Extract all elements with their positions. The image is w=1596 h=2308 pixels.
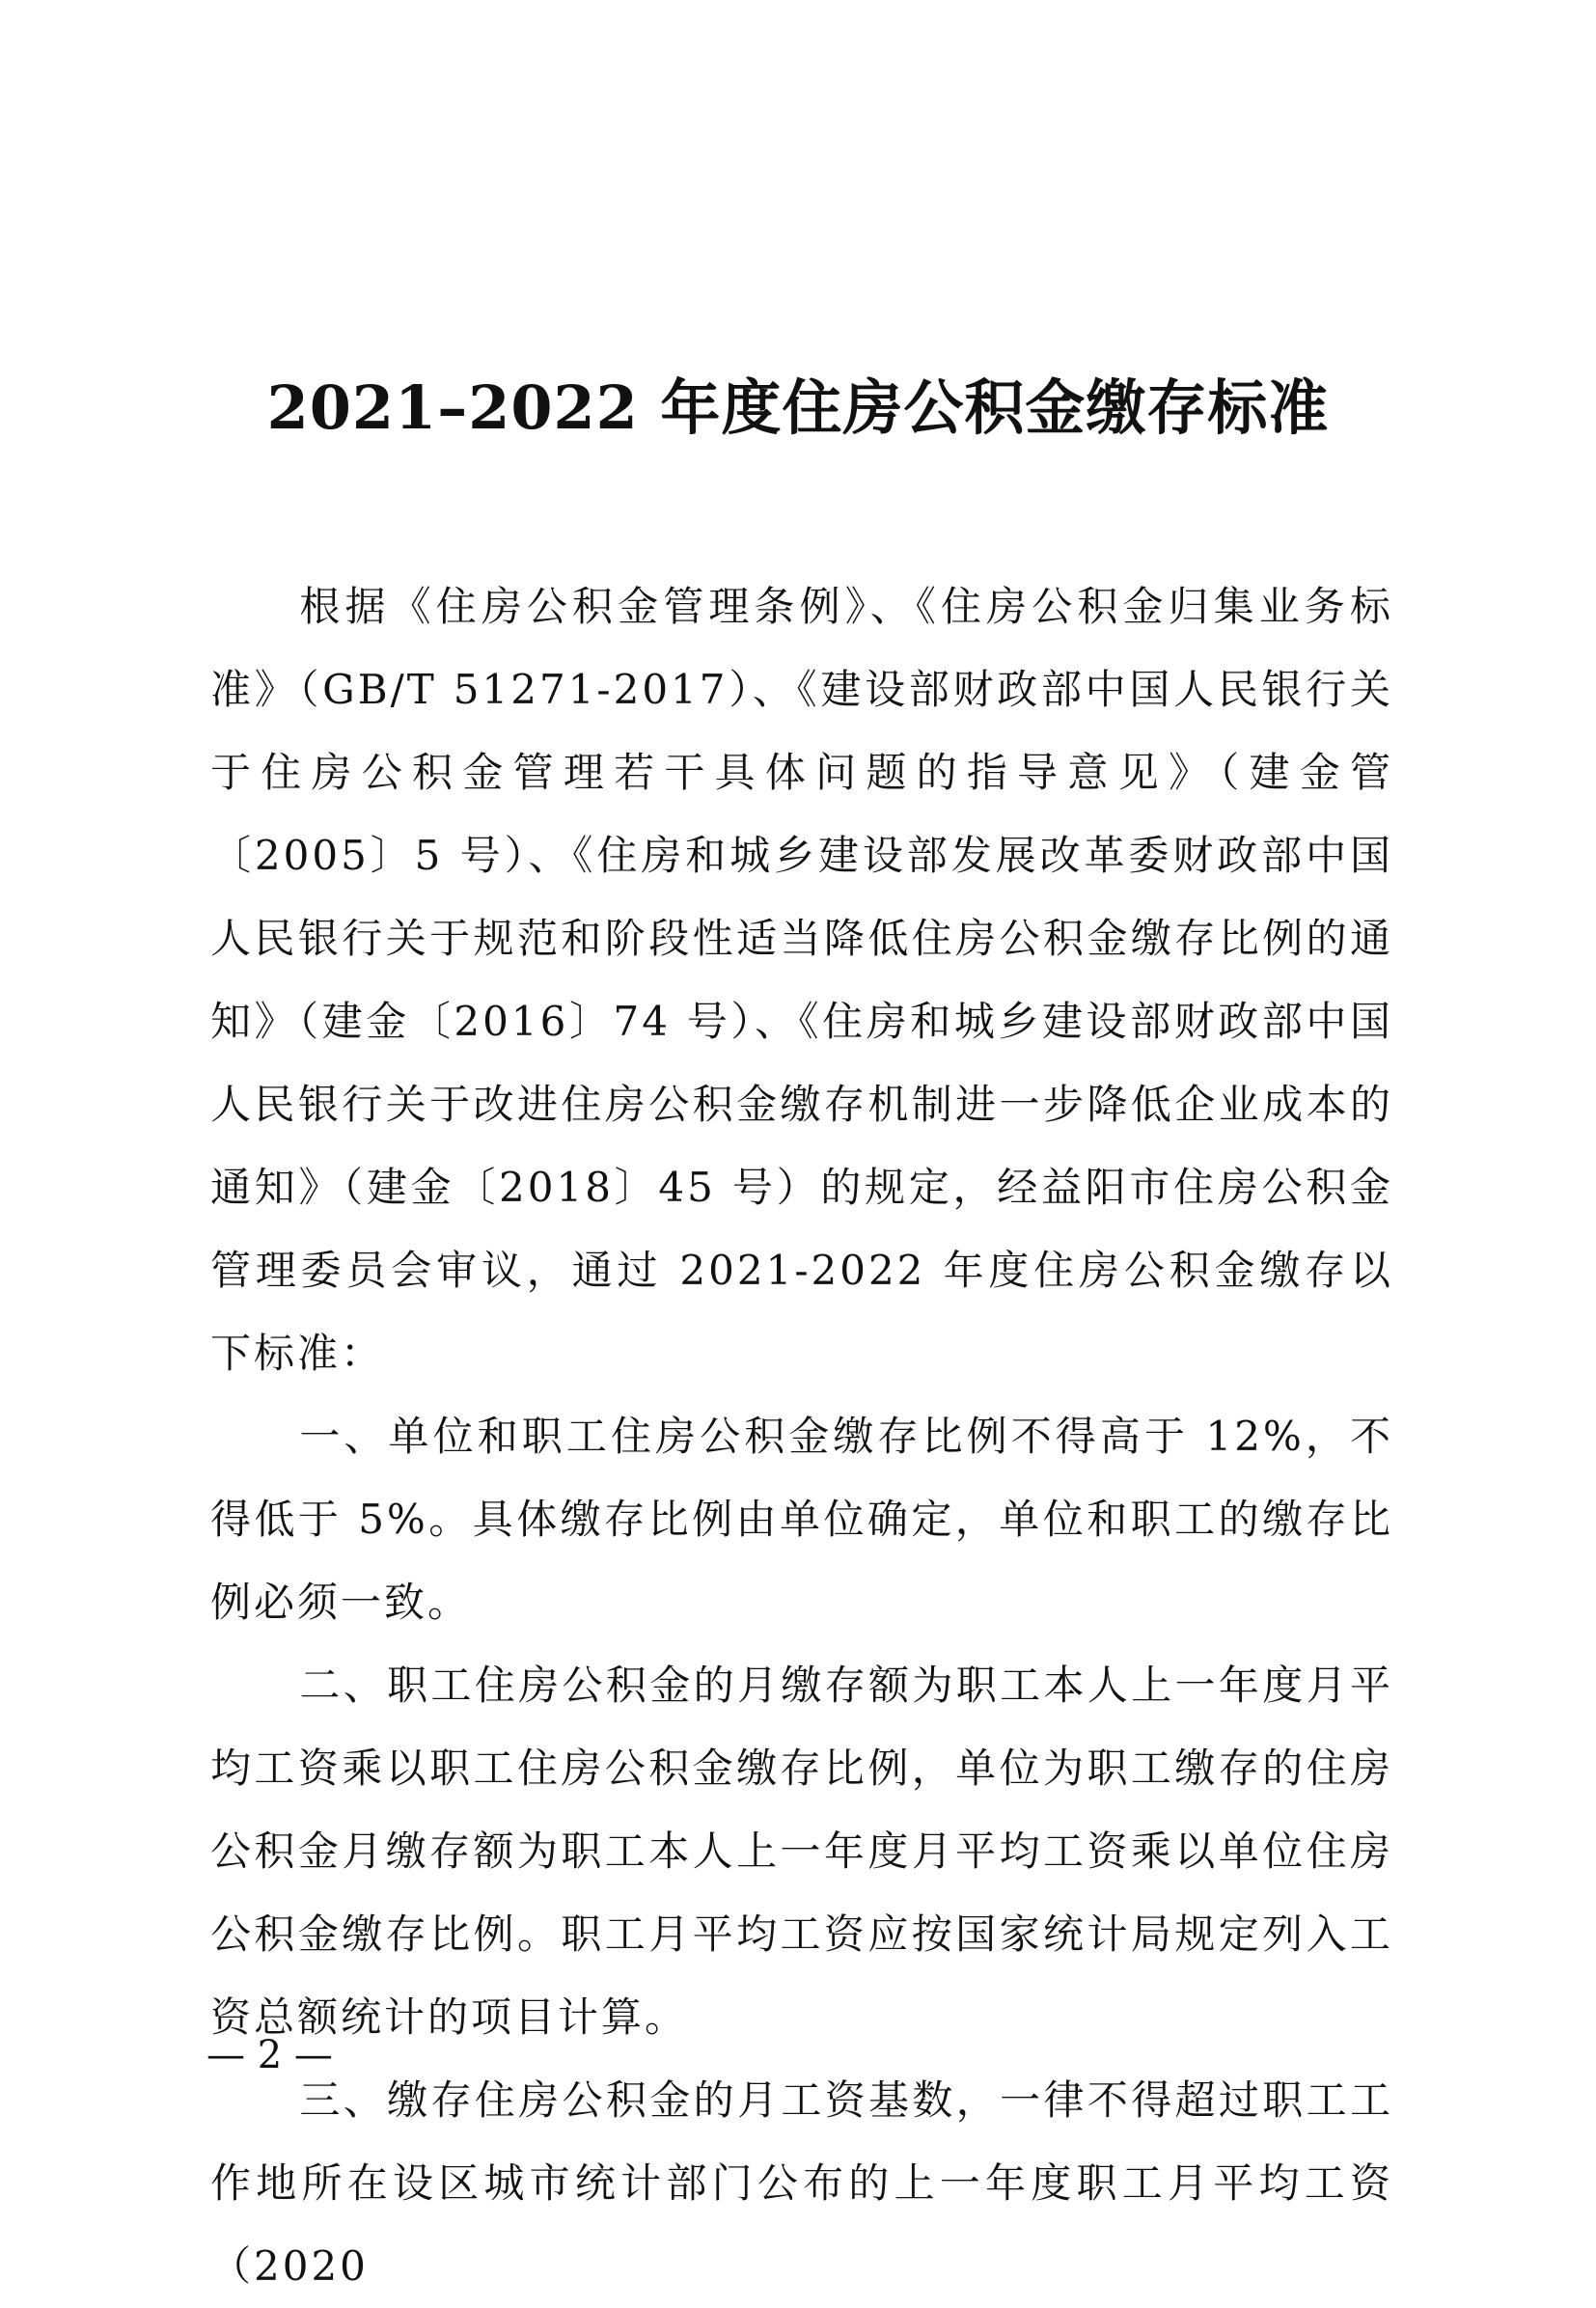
paragraph-item-2: 二、职工住房公积金的月缴存额为职工本人上一年度月平均工资乘以职工住房公积金缴存比例，单位为职工缴存的住房公积金月缴存额为职工本人上一年度月平均工资乘以单位住房公积金缴存比例。职工月平均工资应按国家统计局规定列入工资总额统计的项目计算。 [210,1662,1393,2041]
paragraph-basis: 根据《住房公积金管理条例》、《住房公积金归集业务标准》（GB/T 51271-2017）、《建设部财政部中国人民银行关于住房公积金管理若干具体问题的指导意见》（建金管〔2005〕5 号）、《住房和城乡建设部发展改革委财政部中国人民银行关于规范和阶段性适当降低住房公积金缴存比例的通知》（建金〔2016〕74 号）、《住房和城乡建设部财政部中国人民银行关于改进住房公积金缴存机制进一步降低企业成本的通知》（建金〔2018〕45 号）的规定，经益阳市住房公积金管理委员会审议，通过 2021-2022 年度住房公积金缴存以下标准： [210,583,1393,1377]
paragraph-item-1: 一、单位和职工住房公积金缴存比例不得高于 12%，不得低于 5%。具体缴存比例由单位确定，单位和职工的缴存比例必须一致。 [210,1413,1393,1626]
paragraph-item-3: 三、缴存住房公积金的月工资基数，一律不得超过职工工作地所在设区城市统计部门公布的上一年度职工月平均工资（2020 [210,2076,1393,2290]
page-number: — 2 — [206,2033,333,2077]
document-title: 2021–2022 年度住房公积金缴存标准 [266,372,1330,443]
document-body [210,565,1393,2308]
